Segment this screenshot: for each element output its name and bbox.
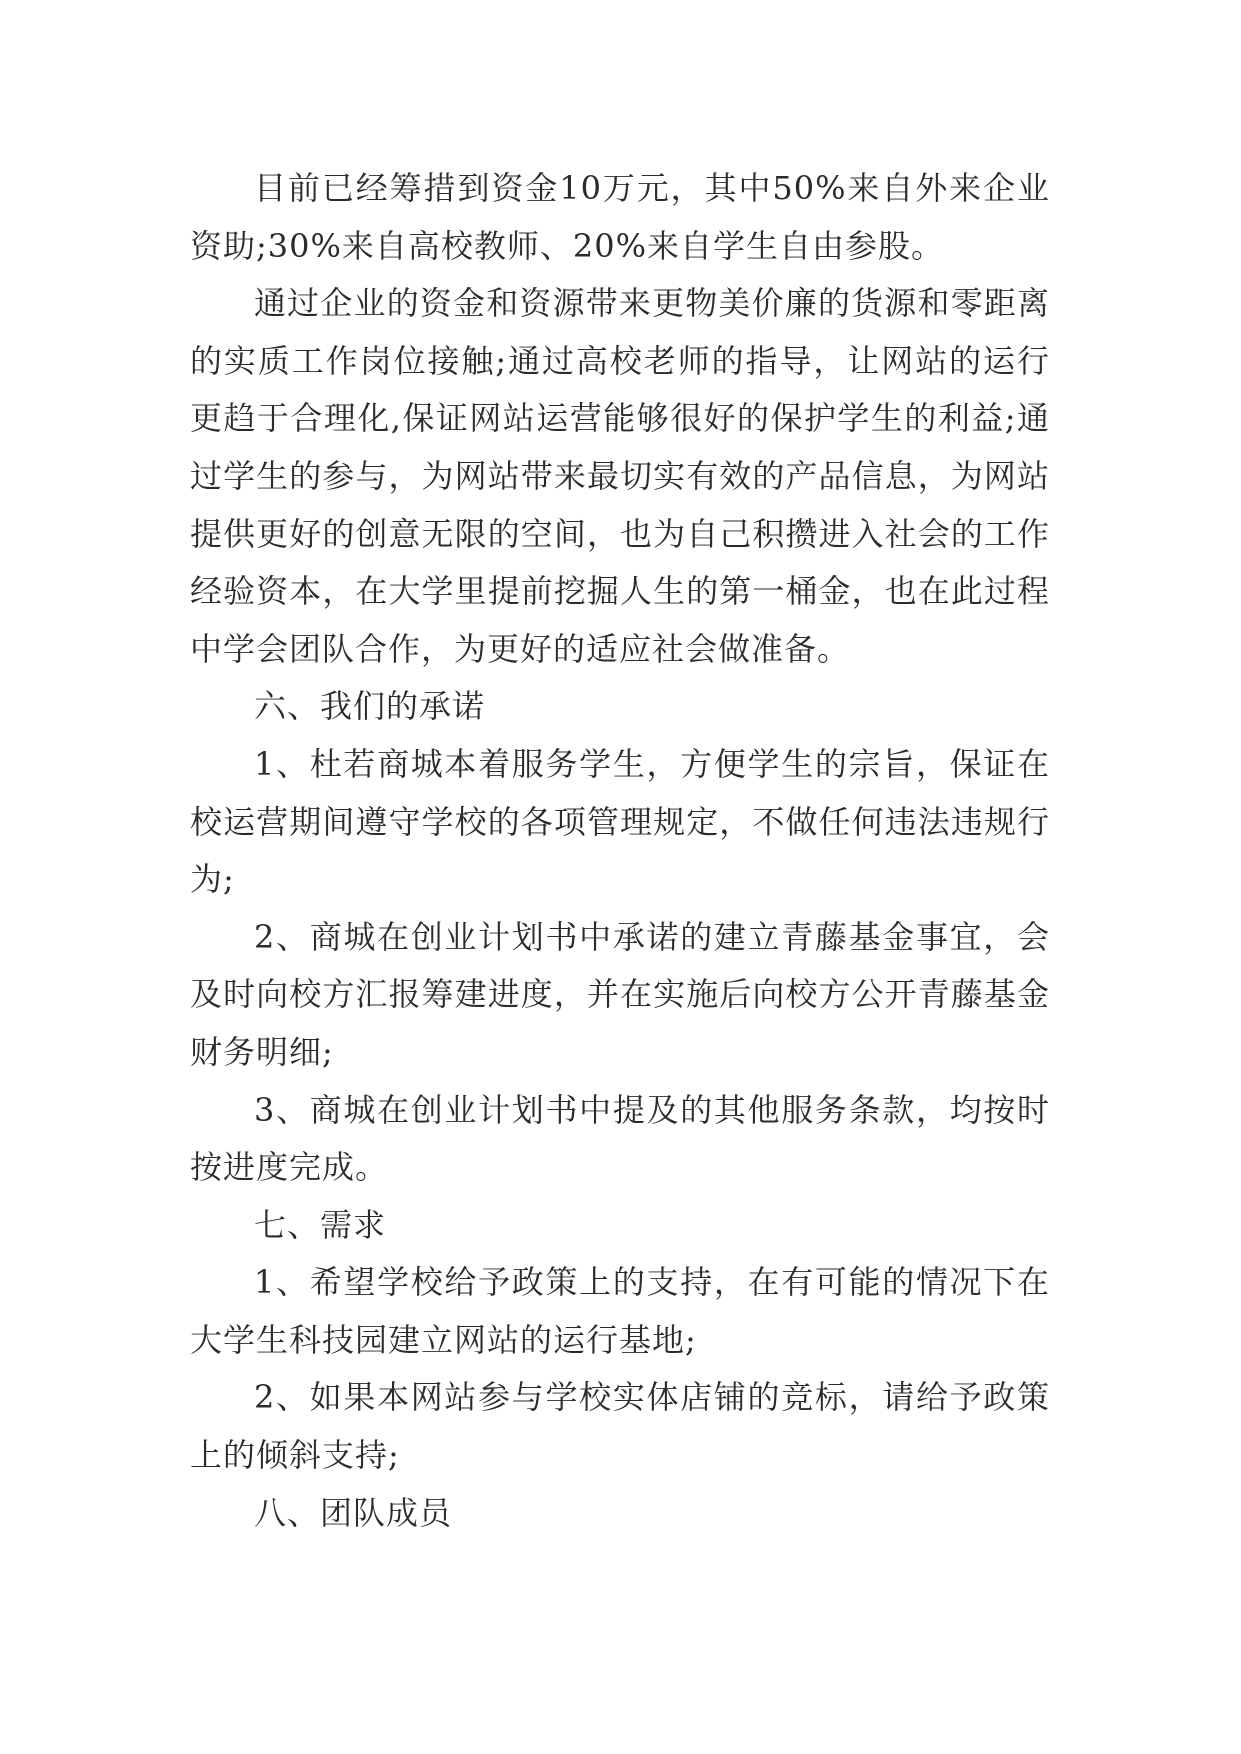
needs-item: 1、希望学校给予政策上的支持，在有可能的情况下在大学生科技园建立网站的运行基地; [190, 1263, 1050, 1359]
paragraph-benefits: 通过企业的资金和资源带来更物美价廉的货源和零距离的实质工作岗位接触;通过高校老师的指导，让网站的运行更趋于合理化,保证网站运营能够很好的保护学生的利益;通过学生的参与，为网站带来最切实有效的产品信息，为网站提供更好的创意无限的空间，也为自己积攒进入社会的工作经验资本，在大学里提前挖掘人生的第一桶金，也在此过程中学会团队合作，为更好的适应社会做准备。 [190, 284, 1050, 668]
commitment-item: 3、商城在创业计划书中提及的其他服务条款，均按时按进度完成。 [190, 1090, 1050, 1187]
commitment-item: 1、杜若商城本着服务学生，方便学生的宗旨，保证在校运营期间遵守学校的各项管理规定，不做任何违法违规行为; [190, 744, 1050, 899]
section-heading-needs: 七、需求 [254, 1205, 387, 1244]
section-heading-team: 八、团队成员 [254, 1493, 453, 1532]
commitment-item: 2、商城在创业计划书中承诺的建立青藤基金事宜，会及时向校方汇报筹建进度，并在实施后向校方公开青藤基金财务明细; [190, 917, 1050, 1071]
paragraph-funding: 目前已经筹措到资金10万元，其中50%来自外来企业资助;30%来自高校教师、20%来自学生自由参股。 [190, 169, 1050, 265]
section-heading-commitment: 六、我们的承诺 [254, 687, 486, 726]
needs-item: 2、如果本网站参与学校实体店铺的竞标，请给予政策上的倾斜支持; [190, 1378, 1050, 1475]
document-body [190, 160, 1050, 1542]
